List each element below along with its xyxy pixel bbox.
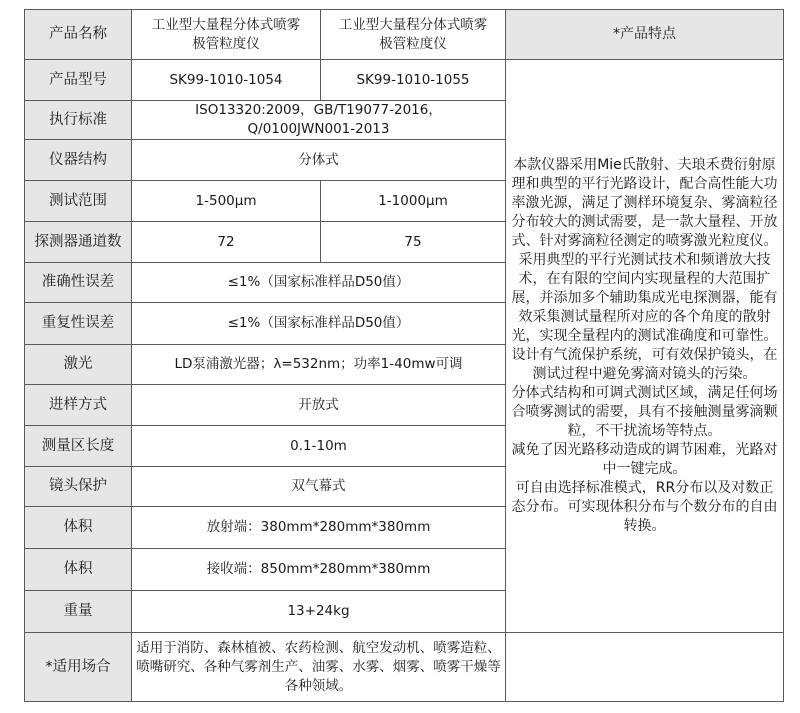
feature-paragraph: 采用典型的平行光测试技术和频谱放大技术，在有限的空间内实现量程的大范围扩展，并添加多个辅助集成光电探测器，能有效采集测试量程所对应的各个角度的散射光，实现全量程内的测试准确度和可靠性。 (511, 252, 778, 344)
accuracy-value: ≤1%（国家标准样品D50值） (132, 263, 506, 303)
row-label-volume-1: 体积 (25, 507, 132, 549)
channels-value-2: 75 (321, 222, 506, 263)
row-label-range: 测试范围 (25, 181, 132, 222)
zone-value: 0.1-10m (132, 426, 506, 467)
row-label-laser: 激光 (25, 345, 132, 385)
row-label-standard: 执行标准 (25, 101, 132, 140)
sampling-value: 开放式 (132, 385, 506, 426)
model-value-2: SK99-1010-1055 (321, 60, 506, 101)
row-label-volume-2: 体积 (25, 549, 132, 591)
row-label-sampling: 进样方式 (25, 385, 132, 426)
feature-paragraph: 设计有气流保护系统，可有效保护镜头，在测试过程中避免雾滴对镜头的污染。 (511, 347, 778, 382)
structure-value: 分体式 (132, 140, 506, 181)
weight-value: 13+24kg (132, 591, 506, 633)
application-value: 适用于消防、森林植被、农药检测、航空发动机、喷雾造粒、喷嘴研究、各种气雾剂生产、油雾、水雾、烟雾、喷雾干燥等各种领域。 (132, 633, 506, 702)
empty-cell (506, 633, 784, 702)
feature-paragraph: 可自由选择标准模式，RR分布以及对数正态分布。可实现体积分布与个数分布的自由转换。 (511, 480, 778, 534)
range-value-1: 1-500μm (132, 181, 321, 222)
feature-paragraph: 本款仪器采用Mie氏散射、夫琅禾费衍射原理和典型的平行光路设计，配合高性能大功率激光源，满足了测样环境复杂、雾滴粒径分布较大的测试需要，是一款大量程、开放式、针对雾滴粒径测定的喷雾激光粒度仪。 (511, 157, 778, 249)
lens-value: 双气幕式 (132, 467, 506, 507)
row-label-channels: 探测器通道数 (25, 222, 132, 263)
row-label-lens: 镜头保护 (25, 467, 132, 507)
feature-paragraph: 减免了因光路移动造成的调节困难，光路对中一键完成。 (511, 442, 778, 477)
row-label-structure: 仪器结构 (25, 140, 132, 181)
features-header: *产品特点 (506, 10, 784, 60)
header-label: 产品名称 (25, 10, 132, 60)
repeatability-value: ≤1%（国家标准样品D50值） (132, 303, 506, 345)
range-value-2: 1-1000μm (321, 181, 506, 222)
feature-paragraph: 分体式结构和可调式测试区域，满足任何场合喷雾测试的需要，具有不接触测量雾滴颗粒，不干扰流场等特点。 (511, 385, 778, 439)
table-row (25, 633, 784, 702)
row-label-weight: 重量 (25, 591, 132, 633)
model-value-1: SK99-1010-1054 (132, 60, 321, 101)
volume-value-2: 接收端：850mm*280mm*380mm (132, 549, 506, 591)
features-cell (506, 60, 784, 633)
row-label-repeatability: 重复性误差 (25, 303, 132, 345)
row-label-accuracy: 准确性误差 (25, 263, 132, 303)
table-row (25, 10, 784, 60)
table-row (25, 60, 784, 101)
row-label-application: *适用场合 (25, 633, 132, 702)
row-label-zone: 测量区长度 (25, 426, 132, 467)
volume-value-1: 放射端：380mm*280mm*380mm (132, 507, 506, 549)
channels-value-1: 72 (132, 222, 321, 263)
spec-table (24, 9, 784, 702)
standard-value: ISO13320:2009，GB/T19077-2016， Q/0100JWN001-2013 (132, 101, 506, 140)
product-name-1: 工业型大量程分体式喷雾 极管粒度仪 (132, 10, 321, 60)
row-label-model: 产品型号 (25, 60, 132, 101)
product-name-2: 工业型大量程分体式喷雾 极管粒度仪 (321, 10, 506, 60)
laser-value: LD泵浦激光器；λ=532nm；功率1-40mw可调 (132, 345, 506, 385)
